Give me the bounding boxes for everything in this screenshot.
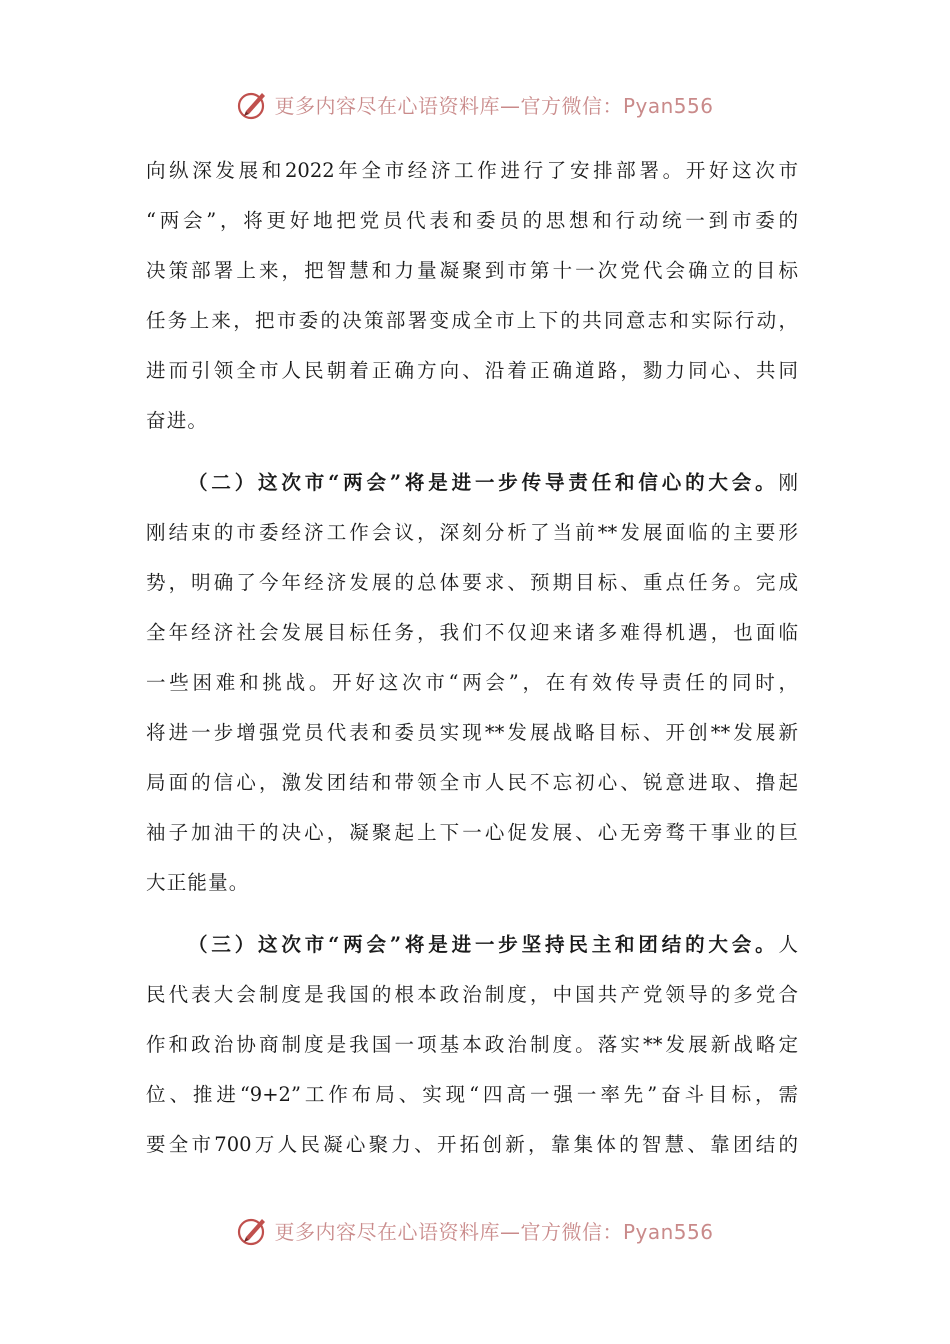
text-line: 刚结束的市委经济工作会议，深刻分析了当前**发展面临的主要形 — [146, 521, 798, 544]
text-line: 向纵深发展和2022年全市经济工作进行了安排部署。开好这次市 — [146, 159, 798, 182]
text-line: 进而引领全市人民朝着正确方向、沿着正确道路，勠力同心、共同 — [146, 359, 798, 382]
text-line: 将进一步增强党员代表和委员实现**发展战略目标、开创**发展新 — [146, 721, 798, 744]
watermark-text: 更多内容尽在心语资料库—官方微信：Pyan556 — [274, 1219, 714, 1244]
section-heading-line — [146, 920, 798, 970]
text-fragment: 刚 — [778, 471, 798, 494]
section-heading-line — [146, 458, 798, 508]
section-heading-2: （二）这次市“两会”将是进一步传导责任和信心的大会。 — [188, 471, 779, 494]
document-body — [146, 146, 798, 1170]
text-line: 要全市700万人民凝心聚力、开拓创新，靠集体的智慧、靠团结的 — [146, 1133, 798, 1156]
text-line: 全年经济社会发展目标任务，我们不仅迎来诸多难得机遇，也面临 — [146, 621, 798, 644]
text-line: 势，明确了今年经济发展的总体要求、预期目标、重点任务。完成 — [146, 571, 798, 594]
text-line: 局面的信心，激发团结和带领全市人民不忘初心、锐意进取、撸起 — [146, 771, 798, 794]
text-line: 决策部署上来，把智慧和力量凝聚到市第十一次党代会确立的目标 — [146, 259, 798, 282]
text-fragment: 人 — [778, 933, 798, 956]
text-line: 民代表大会制度是我国的根本政治制度，中国共产党领导的多党合 — [146, 983, 798, 1006]
watermark-text: 更多内容尽在心语资料库—官方微信：Pyan556 — [274, 93, 714, 118]
pen-logo-icon — [236, 1213, 270, 1247]
text-line: 大正能量。 — [146, 871, 250, 894]
text-line: 一些困难和挑战。开好这次市“两会”，在有效传导责任的同时， — [146, 671, 798, 694]
section-heading-3: （三）这次市“两会”将是进一步坚持民主和团结的大会。 — [188, 933, 779, 956]
text-line: 位、推进“9+2”工作布局、实现“四高一强一率先”奋斗目标，需 — [146, 1083, 798, 1106]
text-line: 作和政治协商制度是我国一项基本政治制度。落实**发展新战略定 — [146, 1033, 798, 1056]
text-line: “两会”，将更好地把党员代表和委员的思想和行动统一到市委的 — [146, 209, 798, 232]
pen-logo-icon — [236, 87, 270, 121]
watermark-footer — [0, 1212, 950, 1248]
text-line: 任务上来，把市委的决策部署变成全市上下的共同意志和实际行动， — [146, 309, 798, 332]
text-line: 奋进。 — [146, 409, 209, 432]
text-line: 袖子加油干的决心，凝聚起上下一心促发展、心无旁骛干事业的巨 — [146, 821, 798, 844]
watermark-header — [0, 86, 950, 122]
